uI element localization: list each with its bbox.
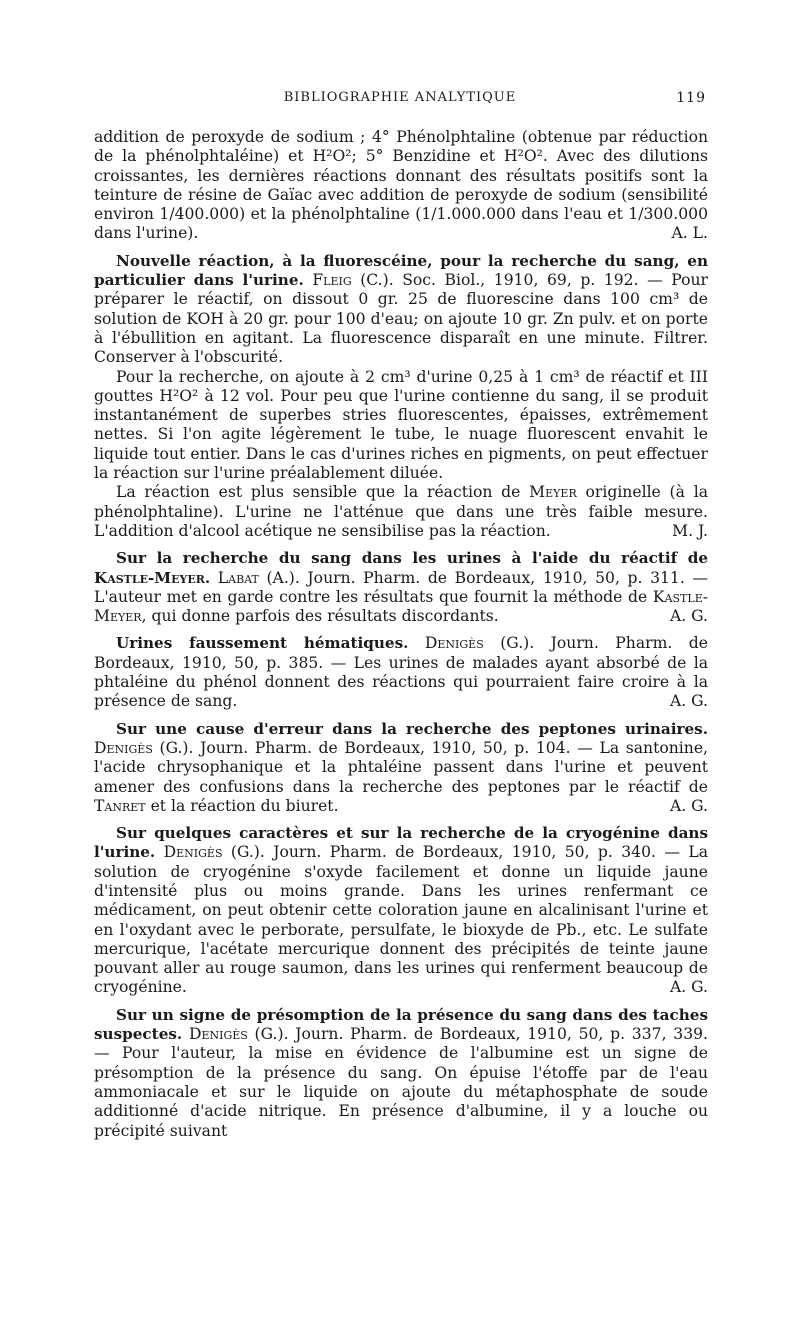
entry-taches-suspectes — [94, 1006, 708, 1141]
entry-citation: (G.). Journ. Pharm. de Bordeaux, 1910, 50, p. 104. — La santonine, l'acide chrysophanique et la phtaléine passent dans l'urine et peuvent amener des confusions dans la recherche des peptones par le réactif de — [94, 738, 708, 796]
entry-text-smallcaps: Kastle-Meyer — [94, 587, 708, 626]
entry-text-smallcaps: Meyer — [529, 483, 577, 502]
entry-paragraph — [94, 252, 708, 368]
entry-urines-hematiques — [94, 634, 708, 711]
intro-paragraph — [94, 128, 708, 244]
entry-title: Sur quelques caractères et sur la recherche de la cryogénine dans l'urine. — [94, 824, 708, 862]
entry-author: Denigès — [94, 738, 153, 757]
entry-initials: M. J. — [672, 521, 708, 540]
entry-fluoresceine — [94, 252, 708, 541]
entry-author: Denigès — [424, 634, 484, 653]
entry-text-smallcaps: Tanret — [94, 796, 146, 815]
entry-author: Denigès — [163, 843, 223, 862]
entry-title: Sur une cause d'erreur dans la recherche des peptones urinaires. — [116, 719, 708, 738]
entry-paragraph-3 — [94, 483, 708, 541]
page-body — [94, 128, 708, 1141]
entry-citation: (G.). Journ. Pharm. de Bordeaux, 1910, 50, p. 340. — La solution de cryogénine s'oxyde facilement et donne un liquide jaune d'intensité plus ou moins grande. Dans les urines renfermant ce médicament, on peut obtenir cette coloration jaune en alcalinisant l'urine et en l'oxydant avec le perborate, persulfate, le bioxyde de Pb., etc. Le sulfate mercurique, l'acétate mercurique donnent des précipités de teinte jaune pouvant aller au rouge saumon, dans les urines qui renferment beaucoup de cryogénine. — [94, 843, 708, 997]
entry-title: Nouvelle réaction, à la fluorescéine, pour la recherche du sang, en particulier dans l'urine. — [94, 251, 708, 290]
entry-paragraph-2: Pour la recherche, on ajoute à 2 cm³ d'urine 0,25 à 1 cm³ de réactif et III gouttes H²O² à 12 vol. Pour peu que l'urine contienne du sang, il se produit instantanément de superbes stries fluorescentes, épaisses, extrêmement nettes. Si l'on agite légèrement le tube, le nuage fluorescent envahit le liquide tout entier. Dans le cas d'urines riches en pigments, on peut effectuer la réaction sur l'urine préalablement diluée. — [94, 367, 708, 483]
entry-author: Fleig — [312, 271, 352, 290]
entry-peptones — [94, 720, 708, 816]
entry-initials: A. G. — [669, 796, 708, 815]
entry-cryogenine — [94, 824, 708, 998]
entry-initials: A. G. — [669, 607, 708, 626]
entry-text: La réaction est plus sensible que la réaction de — [116, 483, 530, 502]
intro-initials: A. L. — [671, 224, 708, 243]
entry-title: Urines faussement hématiques. — [116, 634, 409, 653]
intro-text: addition de peroxyde de sodium ; 4° Phénolphtaline (obtenue par réduction de la phénolphtaléine) et H²O²; 5° Benzidine et H²O². Avec des dilutions croissantes, les dernières réactions donnant des résultats positifs sont la teinture de résine de Gaïac avec addition de peroxyde de sodium (sensibilité environ 1/400.000) et la phénolphtaline (1/1.000.000 dans l'eau et 1/300.000 dans l'urine). — [94, 128, 708, 243]
entry-citation: (C.). Soc. Biol., 1910, 69, p. 192. — Pour préparer le réactif, on dissout 0 gr. 25 de fluorescine dans 100 cm³ de solution de KOH à 20 gr. pour 100 d'eau; on ajoute 10 gr. Zn pulv. et on porte à l'ébullition en agitant. La fluorescence disparaît en une minute. Filtrer. Conserver à l'obscurité. — [94, 271, 708, 367]
entry-title-smallcaps: Kastle-Meyer — [94, 568, 205, 587]
entry-initials: A. G. — [669, 978, 708, 997]
entry-title-part: . — [204, 568, 211, 587]
entry-citation: (G.). Journ. Pharm. de Bordeaux, 1910, 50, p. 337, 339. — Pour l'auteur, la mise en évidence de l'albumine est un signe de présomption de la présence du sang. On épuise l'étoffe par de l'eau ammoniacale et sur le liquide on ajoute du métaphosphate de soude additionné d'acide nitrique. En présence d'albumine, il y a louche ou précipité suivant — [94, 1025, 708, 1140]
running-head-title: BIBLIOGRAPHIE ANALYTIQUE — [283, 90, 517, 105]
entry-text: et la réaction du biuret. — [145, 796, 339, 815]
entry-title-part: Sur la recherche du sang dans les urines à l'aide du réactif de — [116, 549, 708, 568]
page-number: 119 — [676, 90, 706, 106]
entry-author: Labat — [217, 568, 259, 587]
entry-text: originelle (à la phénolphtaline). L'urine ne l'atténue que dans une très faible mesure. L'addition d'alcool acétique ne sensibilise pas la réaction. — [94, 483, 708, 540]
entry-citation: (A.). Journ. Pharm. de Bordeaux, 1910, 50, p. 311. — L'auteur met en garde contre les résultats que fournit la méthode de — [94, 568, 708, 606]
entry-kastle-meyer — [94, 549, 708, 626]
entry-paragraph — [94, 549, 708, 626]
entry-title: Sur un signe de présomption de la présence du sang dans des taches suspectes. — [94, 1005, 708, 1044]
running-head — [94, 90, 706, 112]
entry-author: Denigès — [188, 1025, 248, 1044]
entry-paragraph — [94, 634, 708, 711]
entry-paragraph — [94, 720, 708, 816]
entry-paragraph — [94, 1006, 708, 1141]
entry-citation: (G.). Journ. Pharm. de Bordeaux, 1910, 50, p. 385. — Les urines de malades ayant absorbé de la phtaléine du phénol donnent des réactions qui pourraient faire croire à la présence de sang. — [94, 634, 708, 711]
entry-paragraph — [94, 824, 708, 998]
entry-initials: A. G. — [669, 692, 708, 711]
entry-text: , qui donne parfois des résultats discordants. — [141, 607, 499, 626]
